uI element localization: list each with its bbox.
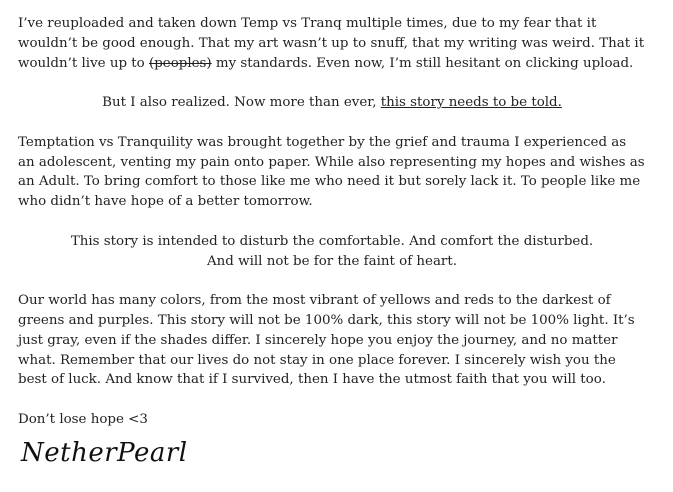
paragraph-colors: Our world has many colors, from the most vibrant of yellows and reds to the darkest of greens and purples. This story will not be 100% dark, this story will not be 100% light. It’s just gray, even if the shades differ. I sincerely hope you enjoy the journey, and no matter what. Remember that our lives do not stay in one place forever. I sincerely wish you the best of luck. And know that if I survived, then I have the utmost faith that you will too. <box>18 293 635 388</box>
paragraph-closing: Don’t lose hope <3 <box>18 411 148 427</box>
warning-line-1: This story is intended to disturb the comfortable. And comfort the disturbed. <box>70 233 594 249</box>
underlined-phrase: this story needs to be told. <box>380 95 562 111</box>
paragraph-origin: Temptation vs Tranquility was brought together by the grief and trauma I experienced as an adolescent, venting my pain onto paper. While also representing my hopes and wishes as an Adult. To bring comfort to those like me who need it but sorely lack it. To people like me who didn’t have hope of a better tomorrow. <box>18 134 645 210</box>
signature-text: NetherPearl <box>21 438 188 468</box>
author-note <box>18 14 646 450</box>
paragraph-reupload-start: I’ve reuploaded and taken down Temp vs Tranq multiple times, due to my fear that it wouldn’t be good enough. That my art wasn’t up to snuff, that my writing was weird. That it wouldn’t live up to <box>18 16 645 71</box>
paragraph-reupload <box>18 14 646 73</box>
paragraph-realized-start: But I also realized. Now more than ever, <box>102 95 381 111</box>
struck-word: (peoples) <box>148 55 212 71</box>
paragraph-reupload-end: my standards. Even now, I’m still hesitant on clicking upload. <box>211 55 634 71</box>
warning-line-2: And will not be for the faint of heart. <box>207 253 457 269</box>
paragraph-realized <box>18 93 646 113</box>
paragraph-warning <box>18 232 646 272</box>
signature <box>20 434 188 470</box>
